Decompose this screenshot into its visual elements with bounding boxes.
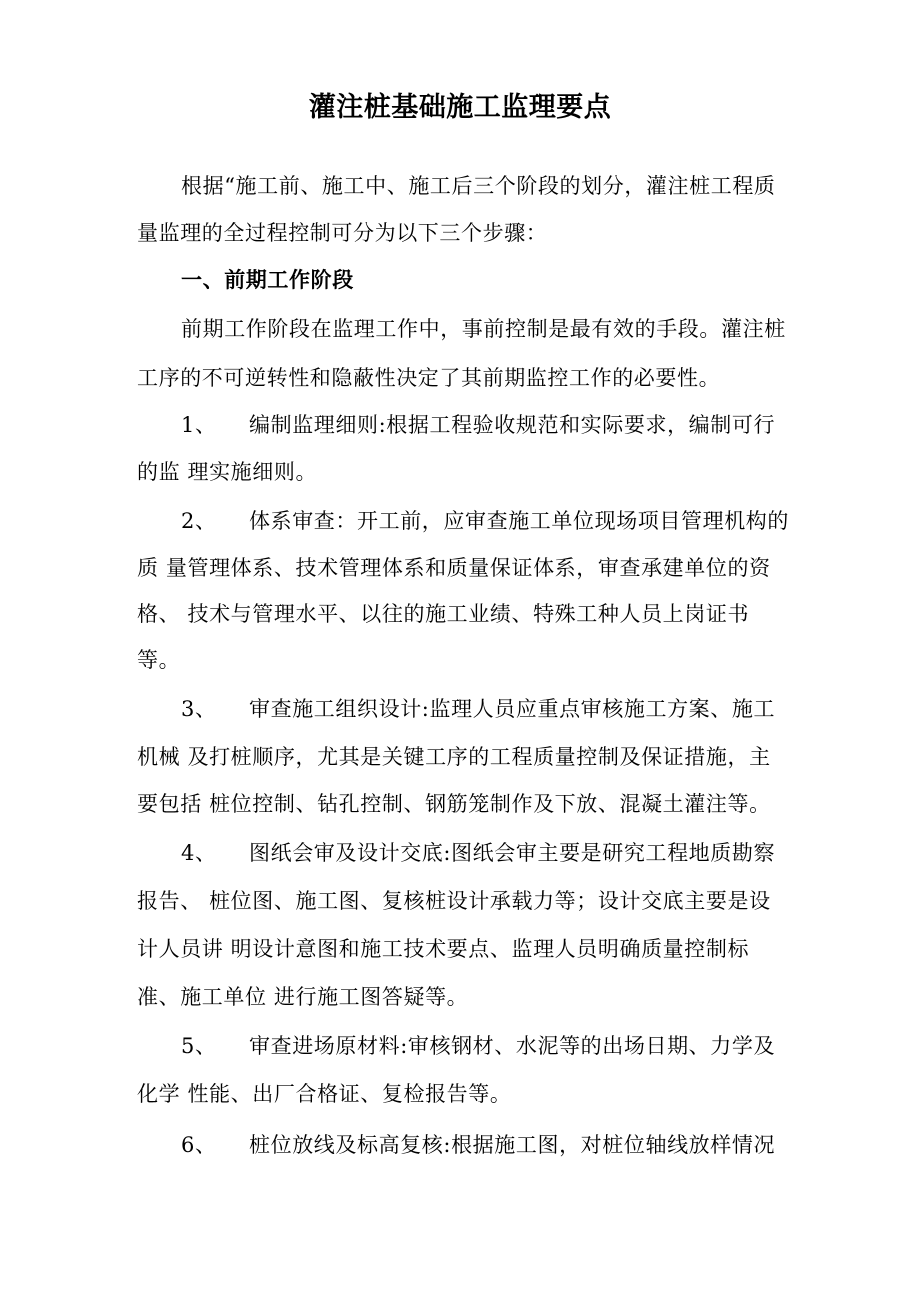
list-item-1 bbox=[181, 410, 775, 440]
item-text: 审查施工组织设计:监理人员应重点审核施工方案、施工 bbox=[249, 697, 776, 721]
item-number: 2、 bbox=[181, 509, 217, 533]
item-text: 桩位放线及标高复核:根据施工图，对桩位轴线放样情况 bbox=[249, 1133, 776, 1157]
section-heading: 一、前期工作阶段 bbox=[181, 267, 354, 292]
document-title: 灌注桩基础施工监理要点 bbox=[308, 92, 612, 123]
item-text: 图纸会审及设计交底:图纸会审主要是研究工程地质勘察 bbox=[249, 841, 776, 865]
list-item-6 bbox=[181, 1130, 775, 1160]
item-2-line-3: 格、 技术与管理水平、以往的施工业绩、特殊工种人员上岗证书 bbox=[137, 602, 750, 626]
item-text: 体系审查：开工前，应审查施工单位现场项目管理机构的 bbox=[249, 509, 789, 533]
item-number: 1、 bbox=[181, 413, 217, 437]
item-4-line-3: 计人员讲 明设计意图和施工技术要点、监理人员明确质量控制标 bbox=[137, 937, 750, 961]
list-item-4 bbox=[181, 838, 775, 868]
item-number: 4、 bbox=[181, 841, 217, 865]
item-text: 审查进场原材料:审核钢材、水泥等的出场日期、力学及 bbox=[249, 1034, 776, 1058]
item-1-line-2: 的监 理实施细则。 bbox=[137, 460, 318, 484]
item-3-line-3: 要包括 桩位控制、钻孔控制、钢筋笼制作及下放、混凝土灌注等。 bbox=[137, 792, 771, 816]
item-number: 3、 bbox=[181, 697, 217, 721]
intro-line-2: 量监理的全过程控制可分为以下三个步骤： bbox=[137, 221, 548, 245]
list-item-5 bbox=[181, 1031, 775, 1061]
section-para-line-2: 工序的不可逆转性和隐蔽性决定了其前期监控工作的必要性。 bbox=[137, 366, 721, 390]
item-number: 6、 bbox=[181, 1133, 217, 1157]
item-text: 编制监理细则:根据工程验收规范和实际要求，编制可行 bbox=[249, 413, 776, 437]
item-5-line-2: 化学 性能、出厂合格证、复检报告等。 bbox=[137, 1082, 512, 1106]
list-item-3 bbox=[181, 694, 775, 724]
list-item-2 bbox=[181, 506, 789, 536]
item-number: 5、 bbox=[181, 1034, 217, 1058]
section-para-line-1: 前期工作阶段在监理工作中，事前控制是最有效的手段。灌注桩 bbox=[181, 317, 786, 341]
item-2-line-4: 等。 bbox=[137, 648, 181, 672]
item-4-line-4: 准、施工单位 进行施工图答疑等。 bbox=[137, 985, 469, 1009]
item-2-line-2: 质 量管理体系、技术管理体系和质量保证体系，审查承建单位的资 bbox=[137, 556, 771, 580]
intro-line-1: 根据“施工前、施工中、施工后三个阶段的划分，灌注桩工程质 bbox=[181, 174, 776, 198]
item-3-line-2: 机械 及打桩顺序，尤其是关键工序的工程质量控制及保证措施，主 bbox=[137, 745, 771, 769]
item-4-line-2: 报告、 桩位图、施工图、复核桩设计承载力等；设计交底主要是设 bbox=[137, 889, 771, 913]
